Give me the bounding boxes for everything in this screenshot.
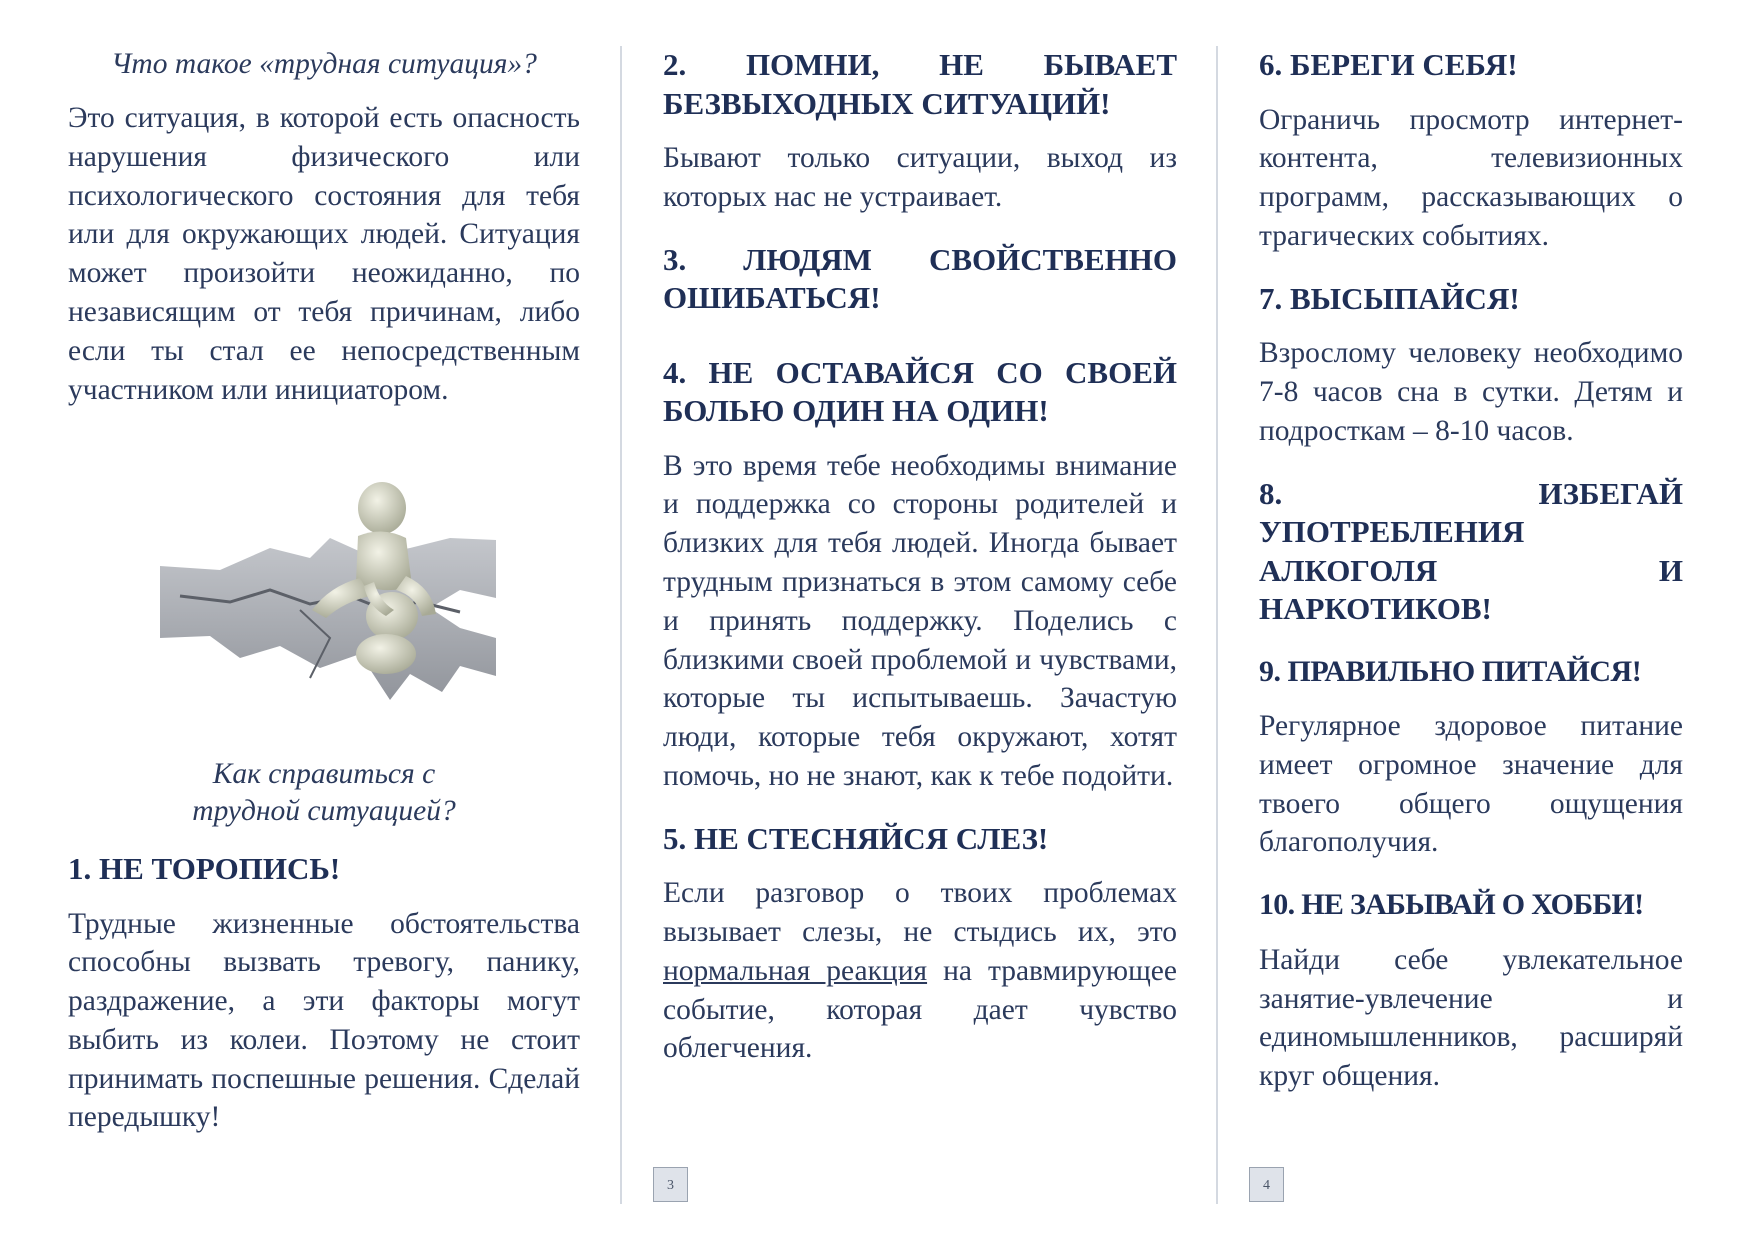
page-number: 3 [653,1167,688,1202]
tip-heading-7: 7. ВЫСЫПАЙСЯ! [1259,280,1520,316]
normal-reaction-link[interactable]: нормальная реакция [663,954,928,987]
column-3 [1259,46,1683,1096]
column-divider [620,46,622,1204]
tip-heading-8: 8. ИЗБЕГАЙ УПОТРЕБЛЕНИЯ АЛКОГОЛЯ И НАРКОТИКОВ! [1259,475,1683,627]
column-1 [68,46,580,409]
crack-help-illustration [160,478,496,710]
tip-text-6: Ограничь просмотр интернет-контента, телевизионных программ, рассказывающих о трагических событиях. [1259,103,1683,252]
tip-text-5: Если разговор о твоих проблемах вызывает слезы, не стыдись их, это нормальная реакция на травмирующее событие, которая дает чувство облегчения. [663,877,1177,1065]
section-question: Что такое «трудная ситуация»? [111,48,537,80]
tip-text-2: Бывают только ситуации, выход из которых нас не устраивает. [663,142,1177,213]
tip-heading-4: 4. НЕ ОСТАВАЙСЯ СО СВОЕЙ БОЛЬЮ ОДИН НА ОДИН! [663,354,1177,429]
definition-paragraph: Это ситуация, в которой есть опасность нарушения физического или психологического состояния для тебя или для окружающих людей. Ситуация может произойти неожиданно, по независящим от тебя причинам, либо если ты стал ее непосредственным участником или инициатором. [68,102,580,406]
tip-heading-2: 2. ПОМНИ, НЕ БЫВАЕТ БЕЗВЫХОДНЫХ СИТУАЦИЙ! [663,47,1177,121]
page-number: 4 [1249,1167,1284,1202]
tip-heading-6: 6. БЕРЕГИ СЕБЯ! [1259,47,1518,82]
tip-heading-5: 5. НЕ СТЕСНЯЙСЯ СЛЕЗ! [663,820,1049,856]
column-divider [1216,46,1218,1204]
tip-text-10: Найди себе увлекательное занятие-увлечение и единомышленников, расширяй круг общения. [1259,943,1683,1093]
column-2 [663,46,1177,1068]
tip-text-9: Регулярное здоровое питание имеет огромное значение для твоего общего ощущения благополучия. [1259,710,1683,859]
column-1-lower [68,756,580,1137]
tip-text-7: Взрослому человеку необходимо 7-8 часов сна в сутки. Детям и подросткам – 8-10 часов. [1259,337,1683,447]
tip-heading-10: 10. НЕ ЗАБЫВАЙ О ХОББИ! [1259,888,1644,922]
section-question: Как справиться с трудной ситуацией? [192,758,456,827]
tip-heading-3: 3. ЛЮДЯМ СВОЙСТВЕННО ОШИБАТЬСЯ! [663,241,1177,316]
tip-heading-1: 1. НЕ ТОРОПИСЬ! [68,851,341,886]
tip-heading-9: 9. ПРАВИЛЬНО ПИТАЙСЯ! [1259,654,1642,688]
tip-text-1: Трудные жизненные обстоятельства способны вызвать тревогу, панику, раздражение, а эти факторы могут выбить из колеи. Поэтому не стоит принимать поспешные решения. Сделай передышку! [68,907,580,1134]
tip-text-4: В это время тебе необходимы внимание и поддержка со стороны родителей и близких для тебя людей. Иногда бывает трудным признаться в этом самому себе и принять поддержку. Поделись с близкими своей проблемой и чувствами, которые ты испытываешь. Зачастую люди, которые тебя окружают, хотят помочь, но не знают, как к тебе подойти. [663,449,1177,792]
